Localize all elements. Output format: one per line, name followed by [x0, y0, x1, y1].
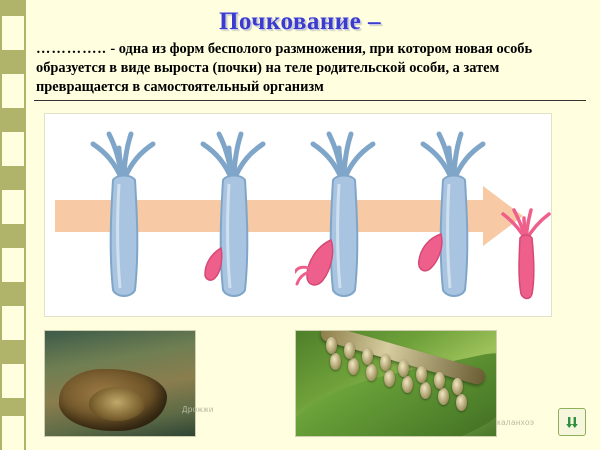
page-title: Почкование – [218, 8, 381, 35]
photo-yeast-colony [44, 330, 196, 437]
hydra-stage-3 [295, 122, 391, 308]
budding-diagram [44, 113, 552, 317]
definition-paragraph [36, 40, 584, 97]
back-button[interactable] [558, 408, 586, 436]
photo-bryophyllum-leaf-buds [295, 330, 497, 437]
decorative-left-accent [26, 0, 30, 450]
hydra-stage-1 [75, 122, 171, 308]
decorative-left-bar [0, 0, 26, 450]
hydra-stage-5-detached [497, 204, 555, 304]
return-arrow-icon [564, 414, 580, 430]
paragraph-lead-dots: ………….. [36, 41, 107, 57]
horizontal-divider [34, 100, 586, 101]
hydra-stage-4 [405, 122, 501, 308]
watermark-left: Дрожжи [182, 405, 214, 414]
watermark-right: каланхоэ [497, 418, 535, 427]
hydra-stage-2 [185, 122, 281, 308]
paragraph-body: - одна из форм бесполого размножения, при котором новая особь образуется в виде выроста (почки) на теле родительской особи, а затем превращается в самостоятельный организм [36, 41, 533, 95]
